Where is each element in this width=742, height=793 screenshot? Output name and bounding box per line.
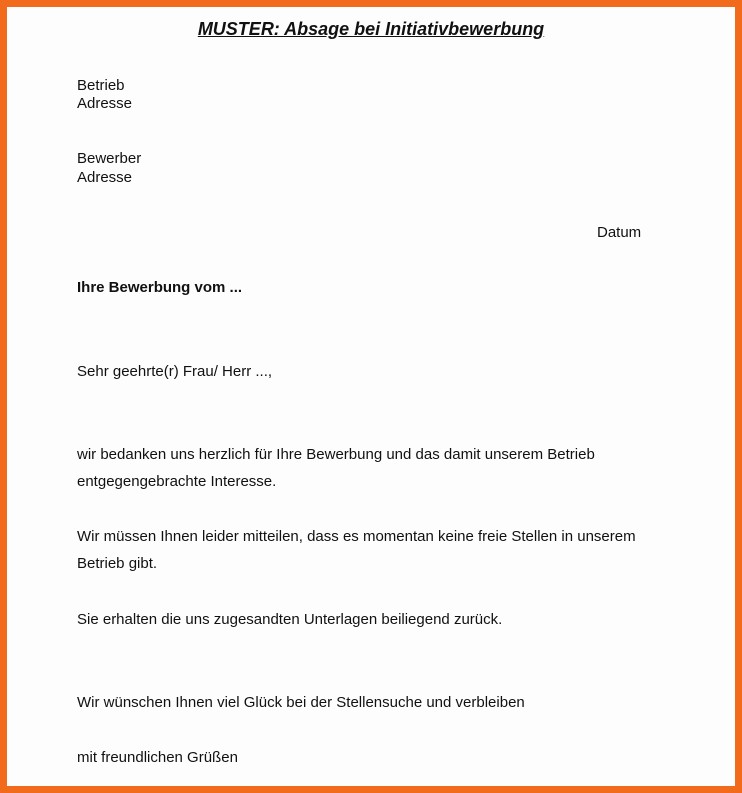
company-name: Betrieb xyxy=(77,77,125,94)
paragraph-line: Sie erhalten die uns zugesandten Unterlagen beiliegend zurück. xyxy=(77,611,503,628)
paragraph-line: wir bedanken uns herzlich für Ihre Bewerbung und das damit unserem Betrieb xyxy=(77,446,595,463)
paragraph-line: Wir müssen Ihnen leider mitteilen, dass es momentan keine freie Stellen in unserem xyxy=(77,528,636,545)
paragraph-line: Betrieb gibt. xyxy=(77,555,158,572)
letter-salutation: Sehr geehrte(r) Frau/ Herr ..., xyxy=(77,363,273,380)
letter-page xyxy=(7,7,735,786)
paragraph-line: Wir wünschen Ihnen viel Glück bei der Stellensuche und verbleiben xyxy=(77,694,525,711)
paragraph-line: entgegengebrachte Interesse. xyxy=(77,473,277,490)
letter-closing: mit freundlichen Grüßen xyxy=(77,749,238,766)
document-title: MUSTER: Absage bei Initiativbewerbung xyxy=(197,19,545,39)
company-address: Adresse xyxy=(77,95,133,112)
applicant-name: Bewerber xyxy=(77,150,142,167)
letter-date: Datum xyxy=(597,224,642,241)
applicant-address: Adresse xyxy=(77,169,133,186)
letter-subject: Ihre Bewerbung vom ... xyxy=(77,279,243,296)
